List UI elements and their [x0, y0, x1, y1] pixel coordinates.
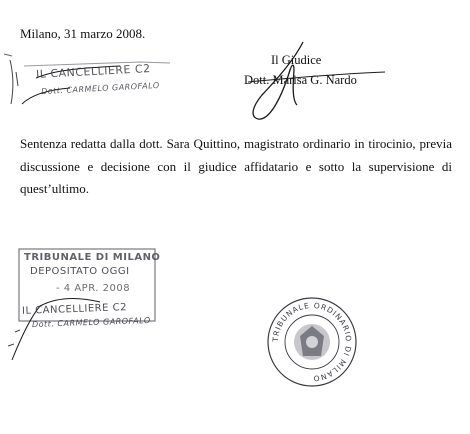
seal-emblem-icon — [294, 324, 330, 360]
sentence-paragraph: Sentenza redatta dalla dott. Sara Quittino, magistrato ordinario in tirocinio, previa discussione e decisione con il giudice affidatario e sotto la supervisione di quest’ultimo. — [20, 136, 452, 196]
judge-name: Dott. Marisa G. Nardo — [244, 73, 357, 87]
deposit-stamp-court: TRIBUNALE DI MILANO — [24, 252, 161, 263]
seal-text: TRIBUNALE ORDINARIO DI MILANO — [270, 300, 354, 384]
cancelliere-stamp-name: Dott. CARMELO GAROFALO — [40, 80, 160, 97]
cancelliere-stamp-title: IL CANCELLIERE C2 — [35, 62, 151, 81]
judge-title: Il Giudice — [271, 53, 322, 67]
deposit-stamp-label: DEPOSITATO OGGI — [30, 266, 130, 277]
deposit-stamp-name: Dott. CARMELO GAROFALO — [31, 315, 151, 330]
deposit-stamp-cancelliere: IL CANCELLIERE C2 — [21, 302, 128, 317]
deposit-stamp-date: - 4 APR. 2008 — [56, 283, 131, 294]
date-line: Milano, 31 marzo 2008. — [20, 26, 146, 41]
